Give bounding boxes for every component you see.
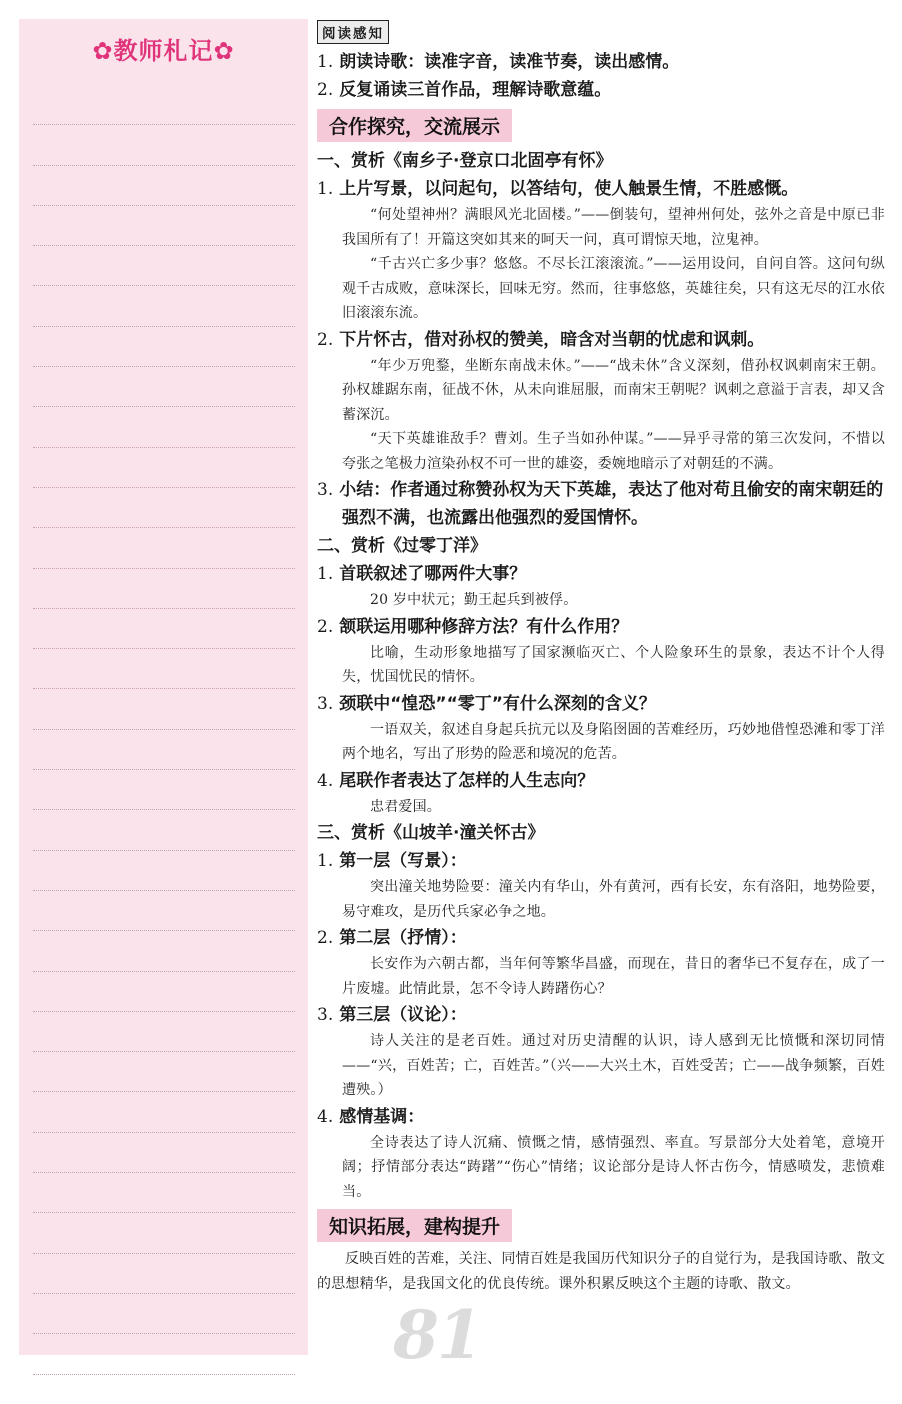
question-item [317,1001,885,1029]
note-line [33,931,295,971]
answer-paragraph: “何处望神州？满眼风光北固楼。”——倒装句，望神州何处，弦外之音是中原已非我国所有了！开篇这突如其来的呵天一问，真可谓惊天地，泣鬼神。 [342,207,885,248]
note-line [33,286,295,326]
note-line [33,1213,295,1253]
extension-paragraph: 反映百姓的苦难，关注、同情百姓是我国历代知识分子的自觉行为，是我国诗歌、散文的思想精华，是我国文化的优良传统。课外积累反映这个主题的诗歌、散文。 [317,1251,885,1292]
note-line [33,1334,295,1374]
answer-paragraph: 诗人关注的是老百姓。通过对历史清醒的认识，诗人感到无比愤慨和深切同情——“兴，百姓苦；亡，百姓苦。”（兴——大兴土木，百姓受苦；亡——战争频繁，百姓遭殃。） [342,1033,885,1098]
note-line [33,1133,295,1173]
item-number: 2. [317,928,334,948]
note-line [33,1294,295,1334]
sidebar-title: ✿教师札记✿ [92,37,235,65]
note-line [33,1254,295,1294]
item-number: 1. [317,851,334,871]
note-line [33,891,295,931]
item-text: 小结：作者通过称赞孙权为天下英雄，表达了他对苟且偷安的南宋朝廷的强烈不满，也流露出他强烈的爱国情怀。 [339,480,884,528]
item-text: 首联叙述了哪两件大事？ [339,564,527,584]
main-content [317,20,885,1296]
note-line [33,972,295,1012]
note-line [33,689,295,729]
note-line [33,770,295,810]
item-text: 感情基调： [339,1106,425,1127]
reading-item [317,76,885,104]
answer-paragraph: “天下英雄谁敌手？曹刘。生子当如孙仲谋。”——异乎寻常的第三次发问，不惜以夸张之笔极力渲染孙权不可一世的雄姿，委婉地暗示了对朝廷的不满。 [342,431,885,472]
item-text: 尾联作者表达了怎样的人生志向？ [339,770,595,791]
item-text: 第三层（议论）： [339,1005,467,1025]
item-text: 下片怀古，借对孙权的赞美，暗含对当朝的忧虑和讽刺。 [339,329,765,350]
item-number: 1. [317,52,334,72]
part-heading-3: 三、赏析《山坡羊·潼关怀古》 [317,823,545,843]
reading-list [317,48,885,104]
question-item [317,924,885,952]
part-heading-1: 一、赏析《南乡子·登京口北固亭有怀》 [317,151,613,171]
question-item [317,847,885,875]
note-line [33,1173,295,1213]
question-item [317,476,885,532]
item-number: 1. [317,564,334,584]
item-text: 第二层（抒情）： [339,928,467,948]
item-number: 2. [317,329,334,350]
note-line [33,166,295,206]
note-line [33,1092,295,1132]
answer-paragraph: 突出潼关地势险要：潼关内有华山，外有黄河，西有长安，东有洛阳，地势险要，易守难攻，是历代兵家必争之地。 [342,879,885,920]
item-number: 3. [317,693,334,714]
teacher-notes-sidebar [19,19,308,1355]
item-text: 第一层（写景）： [339,851,467,871]
note-line [33,327,295,367]
note-line [33,206,295,246]
note-line [33,609,295,649]
section-band-extend: 知识拓展，建构提升 [317,1209,512,1242]
note-line [33,730,295,770]
question-item [317,175,885,203]
note-line [33,1012,295,1052]
item-text: 朗读诗歌：读准字音，读准节奏，读出感情。 [339,52,680,72]
note-line [33,85,295,125]
item-number: 4. [317,1106,334,1127]
note-line [33,851,295,891]
note-line [33,810,295,850]
note-line [33,125,295,165]
note-line [33,528,295,568]
part-heading-2: 二、赏析《过零丁洋》 [317,536,487,556]
section-band-cooperate: 合作探究，交流展示 [317,109,512,142]
question-item [317,613,885,641]
item-number: 2. [317,616,334,637]
note-line [33,367,295,407]
note-line [33,488,295,528]
part1-list [317,175,885,532]
answer-paragraph: “年少万兜鍪，坐断东南战未休。”——“战未休”含义深刻，借孙权讽刺南宋王朝。孙权雄踞东南，征战不休，从未向谁屈服，而南宋王朝呢？讽刺之意溢于言表，却又含蓄深沉。 [342,357,885,423]
answer-paragraph: “千古兴亡多少事？悠悠。不尽长江滚滚流。”——运用设问，自问自答。这问句纵观千古成败，意味深长，回味无穷。然而，往事悠悠，英雄往矣，只有这无尽的江水依旧滚滚东流。 [342,256,885,321]
note-line [33,649,295,689]
answer-paragraph: 长安作为六朝古都，当年何等繁华昌盛，而现在，昔日的奢华已不复存在，成了一片废墟。此情此景，怎不令诗人踌躇伤心？ [342,956,885,997]
part3-list [317,847,885,1204]
part2-list [317,560,885,819]
reading-tag: 阅读感知 [317,20,389,44]
answer-paragraph: 忠君爱国。 [370,798,441,815]
note-lines [33,85,295,1375]
question-item [317,560,885,588]
answer-paragraph: 一语双关，叙述自身起兵抗元以及身陷囹圄的苦难经历，巧妙地借惶恐滩和零丁洋两个地名，写出了形势的险恶和境况的危苦。 [342,721,885,762]
answer-paragraph: 全诗表达了诗人沉痛、愤慨之情，感情强烈、率直。写景部分大处着笔，意境开阔；抒情部分表达“踌躇”“伤心”情绪；议论部分是诗人怀古伤今，情感喷发，悲愤难当。 [342,1134,885,1200]
item-number: 4. [317,770,334,791]
item-text: 反复诵读三首作品，理解诗歌意蕴。 [339,80,612,100]
item-number: 3. [317,480,334,500]
note-line [33,246,295,286]
note-line [33,407,295,447]
page-number: 81 [393,1296,481,1374]
note-line [33,448,295,488]
item-text: 颔联运用哪种修辞方法？有什么作用？ [339,616,629,637]
item-number: 1. [317,179,334,199]
item-number: 3. [317,1005,334,1025]
question-item [317,326,885,354]
question-item [317,767,885,795]
answer-paragraph: 20 岁中状元；勤王起兵到被俘。 [370,592,578,608]
reading-item [317,48,885,76]
item-text: 颈联中“惶恐”“零丁”有什么深刻的含义？ [339,693,656,714]
item-text: 上片写景，以问起句，以答结句，使人触景生情，不胜感慨。 [339,179,799,199]
item-number: 2. [317,80,334,100]
note-line [33,569,295,609]
note-line [33,1052,295,1092]
question-item [317,1103,885,1131]
answer-paragraph: 比喻，生动形象地描写了国家濒临灭亡、个人险象环生的景象，表达不计个人得失，忧国忧民的情怀。 [342,644,885,685]
question-item [317,690,885,718]
